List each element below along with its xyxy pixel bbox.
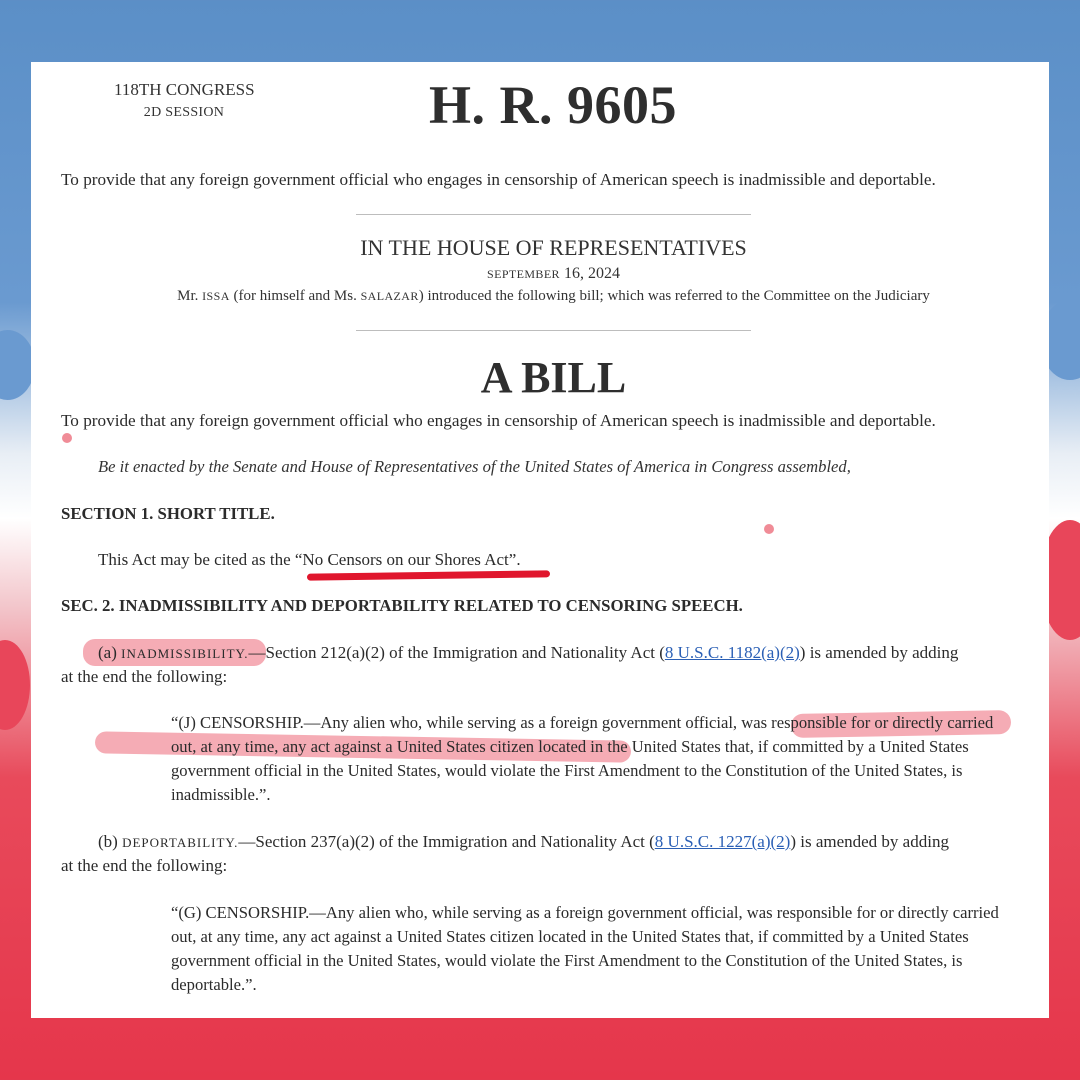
subsection-a-line	[98, 643, 958, 663]
divider	[356, 214, 751, 215]
section-1-heading: SECTION 1. SHORT TITLE.	[61, 504, 275, 523]
cosponsor-name: SALAZAR	[360, 289, 419, 303]
quote-g-text: “(G) CENSORSHIP.—Any alien who, while serving as a foreign government official, was responsible for or directly carried out, at any time, any act against a United States citizen located in the United States that, if committed by a United States government official in the United States, would violate the First Amendment to the Constitution of the United States, is deportable.”.	[171, 903, 999, 994]
red-underline-mark	[307, 570, 550, 580]
intro-text: (for himself and Ms.	[229, 288, 361, 304]
congress-info	[114, 78, 254, 124]
highlight-dot	[62, 433, 72, 443]
intro-text: Mr.	[177, 288, 203, 304]
summary-text: To provide that any foreign government official who engages in censorship of American speech is inadmissible and deportable.	[61, 170, 936, 189]
bill-purpose: To provide that any foreign government official who engages in censorship of American speech is inadmissible and deportable.	[61, 411, 936, 430]
subsection-b-text: —Section 237(a)(2) of the Immigration and Nationality Act (	[238, 832, 655, 851]
bill-number: H. R. 9605	[429, 75, 677, 135]
sponsor-name: ISSA	[202, 289, 230, 303]
subsection-b-caption: DEPORTABILITY.	[122, 835, 239, 850]
subsection-b-continuation: at the end the following:	[61, 856, 228, 875]
usc-link-1227[interactable]: 8 U.S.C. 1227(a)(2)	[654, 832, 791, 851]
enacting-clause: Be it enacted by the Senate and House of Representatives of the United States of America in Congress assembled,	[98, 457, 851, 476]
red-splatter	[0, 640, 30, 730]
divider	[356, 330, 751, 331]
bill-heading: A BILL	[480, 353, 627, 402]
subsection-b-line	[98, 832, 949, 852]
highlight-dot	[764, 524, 774, 534]
quote-j-text: “(J) CENSORSHIP.—Any alien who, while serving as a foreign government official, was responsible for or directly carried out, at any time, any act against a United States citizen located in the United States that, if committed by a United States government official in the United States, would violate the First Amendment to the Constitution of the United States, is inadmissible.”.	[171, 713, 994, 804]
subsection-a-label: (a)	[98, 643, 122, 662]
blue-splatter	[0, 330, 35, 400]
date-rest: 16, 2024	[559, 265, 620, 282]
short-title-intro: This Act may be cited as the “	[98, 550, 303, 569]
usc-link-1182[interactable]: 8 U.S.C. 1182(a)(2)	[664, 643, 800, 662]
censorship-g-quote	[133, 901, 1013, 997]
date-month: SEPTEMBER	[487, 267, 560, 281]
congress-number: 118TH CONGRESS	[114, 80, 255, 99]
subsection-a-continuation: at the end the following:	[61, 667, 228, 686]
short-title-end: ”.	[508, 550, 521, 569]
subsection-b-text: ) is amended by adding	[790, 832, 949, 851]
house-title: IN THE HOUSE OF REPRESENTATIVES	[360, 235, 747, 260]
subsection-a-caption: INADMISSIBILITY.	[121, 646, 249, 661]
subsection-b-label: (b)	[98, 832, 123, 851]
introduction-line	[31, 288, 1076, 305]
bill-document	[31, 62, 1049, 1018]
subsection-a-text: ) is amended by adding	[799, 643, 959, 662]
section-2-heading: SEC. 2. INADMISSIBILITY AND DEPORTABILITY RELATED TO CENSORING SPEECH.	[61, 596, 743, 615]
subsection-a-text: —Section 212(a)(2) of the Immigration and Nationality Act (	[248, 643, 665, 662]
introduced-date	[31, 265, 1076, 283]
short-title-line	[98, 550, 521, 570]
short-title: No Censors on our Shores Act	[302, 550, 509, 569]
session: 2D SESSION	[143, 105, 225, 120]
intro-text: ) introduced the following bill; which was referred to the Committee on the Judiciary	[418, 288, 930, 304]
censorship-j-quote	[133, 711, 1013, 807]
